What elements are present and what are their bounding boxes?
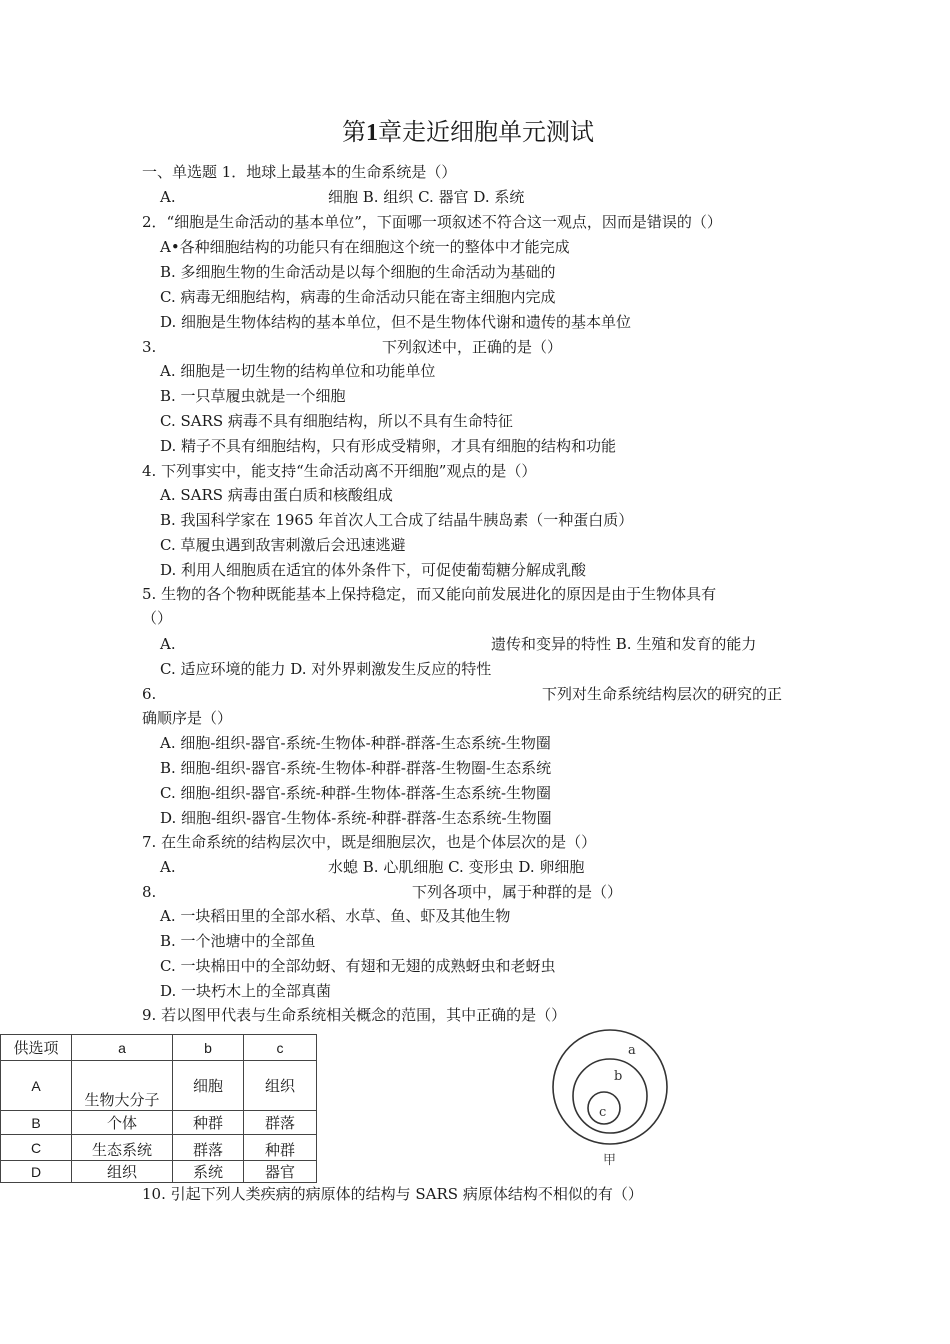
q5-option-label: A. [160, 635, 176, 653]
table-cell: C [1, 1135, 72, 1161]
q4-option-d: D. 利用人细胞质在适宜的体外条件下，可促使葡萄糖分解成乳酸 [160, 561, 587, 579]
q6-option-b: B. 细胞-组织-器官-系统-生物体-种群-群落-生物圈-生态系统 [160, 759, 552, 777]
q8-option-d: D. 一块朽木上的全部真菌 [160, 982, 332, 1000]
q2-option-c: C. 病毒无细胞结构，病毒的生命活动只能在寄主细胞内完成 [160, 288, 556, 306]
table-cell: 生态系统 [72, 1135, 173, 1161]
table-cell: 器官 [244, 1161, 317, 1183]
table-cell: B [1, 1111, 72, 1135]
q7-option-label: A. [160, 858, 176, 876]
circle-b [573, 1059, 647, 1133]
label-c: c [599, 1105, 607, 1120]
table-cell: D [1, 1161, 72, 1183]
label-a: a [628, 1043, 636, 1058]
q2-stem: 2．“细胞是生命活动的基本单位”，下面哪一项叙述不符合这一观点，因而是错误的（） [142, 213, 722, 231]
table-cell: 个体 [72, 1111, 173, 1135]
table-cell: 组织 [244, 1061, 317, 1111]
table-header-cell: 供选项 [1, 1035, 72, 1061]
q1-options: 细胞 B. 组织 C. 器官 D. 系统 [328, 188, 525, 206]
table-cell: 群落 [244, 1111, 317, 1135]
table-header-cell: a [72, 1035, 173, 1061]
q2-option-a: A•各种细胞结构的功能只有在细胞这个统一的整体中才能完成 [160, 238, 570, 256]
q4-stem: 4. 下列事实中，能支持“生命活动离不开细胞”观点的是（） [142, 462, 537, 480]
q8-option-b: B. 一个池塘中的全部鱼 [160, 932, 316, 950]
q8-stem: 下列各项中，属于种群的是（） [412, 883, 623, 901]
q7-options: 水螅 B. 心肌细胞 C. 变形虫 D. 卵细胞 [328, 858, 585, 876]
q10-stem: 10. 引起下列人类疾病的病原体的结构与 SARS 病原体结构不相似的有（） [142, 1185, 643, 1203]
q3-option-b: B. 一只草履虫就是一个细胞 [160, 387, 346, 405]
q2-option-b: B. 多细胞生物的生命活动是以每个细胞的生命活动为基础的 [160, 263, 556, 281]
page-title: 第1章走近细胞单元测试 [342, 118, 594, 146]
q9-stem: 9. 若以图甲代表与生命系统相关概念的范围，其中正确的是（） [142, 1006, 567, 1024]
q4-option-c: C. 草履虫遇到敌害刺激后会迅速逃避 [160, 536, 406, 554]
q3-option-a: A. 细胞是一切生物的结构单位和功能单位 [160, 362, 436, 380]
q4-option-b: B. 我国科学家在 1965 年首次人工合成了结晶牛胰岛素（一种蛋白质） [160, 511, 634, 529]
table-cell: 生物大分子 [72, 1061, 173, 1111]
table-cell: A [1, 1061, 72, 1111]
q6-option-c: C. 细胞-组织-器官-系统-种群-生物体-群落-生态系统-生物圈 [160, 784, 552, 802]
table-row [1, 1061, 317, 1111]
nested-circles-figure [548, 1024, 678, 1168]
table-cell: 细胞 [173, 1061, 244, 1111]
figure-caption: 甲 [603, 1153, 617, 1168]
table-header-row [1, 1035, 317, 1061]
q6-stem: 下列对生命系统结构层次的研究的正 [542, 685, 783, 703]
q3-option-d: D. 精子不具有细胞结构，只有形成受精卵，才具有细胞的结构和功能 [160, 437, 617, 455]
table-cell: 种群 [244, 1135, 317, 1161]
table-header-cell: c [244, 1035, 317, 1061]
options-table [0, 1034, 317, 1183]
q5-options-ab: 遗传和变异的特性 B. 生殖和发育的能力 [491, 635, 757, 653]
q5-options-cd: C. 适应环境的能力 D. 对外界刺激发生反应的特性 [160, 660, 492, 678]
table-row [1, 1161, 317, 1183]
q3-option-c: C. SARS 病毒不具有细胞结构，所以不具有生命特征 [160, 412, 513, 430]
label-b: b [614, 1069, 623, 1084]
q7-stem: 7. 在生命系统的结构层次中，既是细胞层次，也是个体层次的是（） [142, 833, 597, 851]
q8-number: 8. [142, 883, 157, 901]
q3-stem: 下列叙述中，正确的是（） [382, 338, 563, 356]
q6-stem-cont: 确顺序是（） [142, 709, 233, 727]
q6-number: 6. [142, 685, 157, 703]
q6-option-d: D. 细胞-组织-器官-生物体-系统-种群-群落-生态系统-生物圈 [160, 809, 552, 827]
q1-stem: 一、单选题 1．地球上最基本的生命系统是（） [142, 163, 457, 181]
table-row [1, 1135, 317, 1161]
circle-a [553, 1030, 667, 1144]
table-cell: 系统 [173, 1161, 244, 1183]
q1-option-label: A. [160, 188, 176, 206]
table-cell: 种群 [173, 1111, 244, 1135]
table-cell: 组织 [72, 1161, 173, 1183]
q8-option-a: A. 一块稻田里的全部水稻、水草、鱼、虾及其他生物 [160, 907, 511, 925]
q5-stem-cont: （） [142, 609, 173, 627]
q2-option-d: D. 细胞是生物体结构的基本单位，但不是生物体代谢和遗传的基本单位 [160, 313, 632, 331]
table-cell: 群落 [173, 1135, 244, 1161]
table-row [1, 1111, 317, 1135]
table-header-cell: b [173, 1035, 244, 1061]
q8-option-c: C. 一块棉田中的全部幼蚜、有翅和无翅的成熟蚜虫和老蚜虫 [160, 957, 556, 975]
q5-stem: 5. 生物的各个物种既能基本上保持稳定，而又能向前发展进化的原因是由于生物体具有 [142, 585, 717, 603]
q3-number: 3. [142, 338, 157, 356]
q4-option-a: A. SARS 病毒由蛋白质和核酸组成 [160, 486, 393, 504]
q6-option-a: A. 细胞-组织-器官-系统-生物体-种群-群落-生态系统-生物圈 [160, 734, 551, 752]
